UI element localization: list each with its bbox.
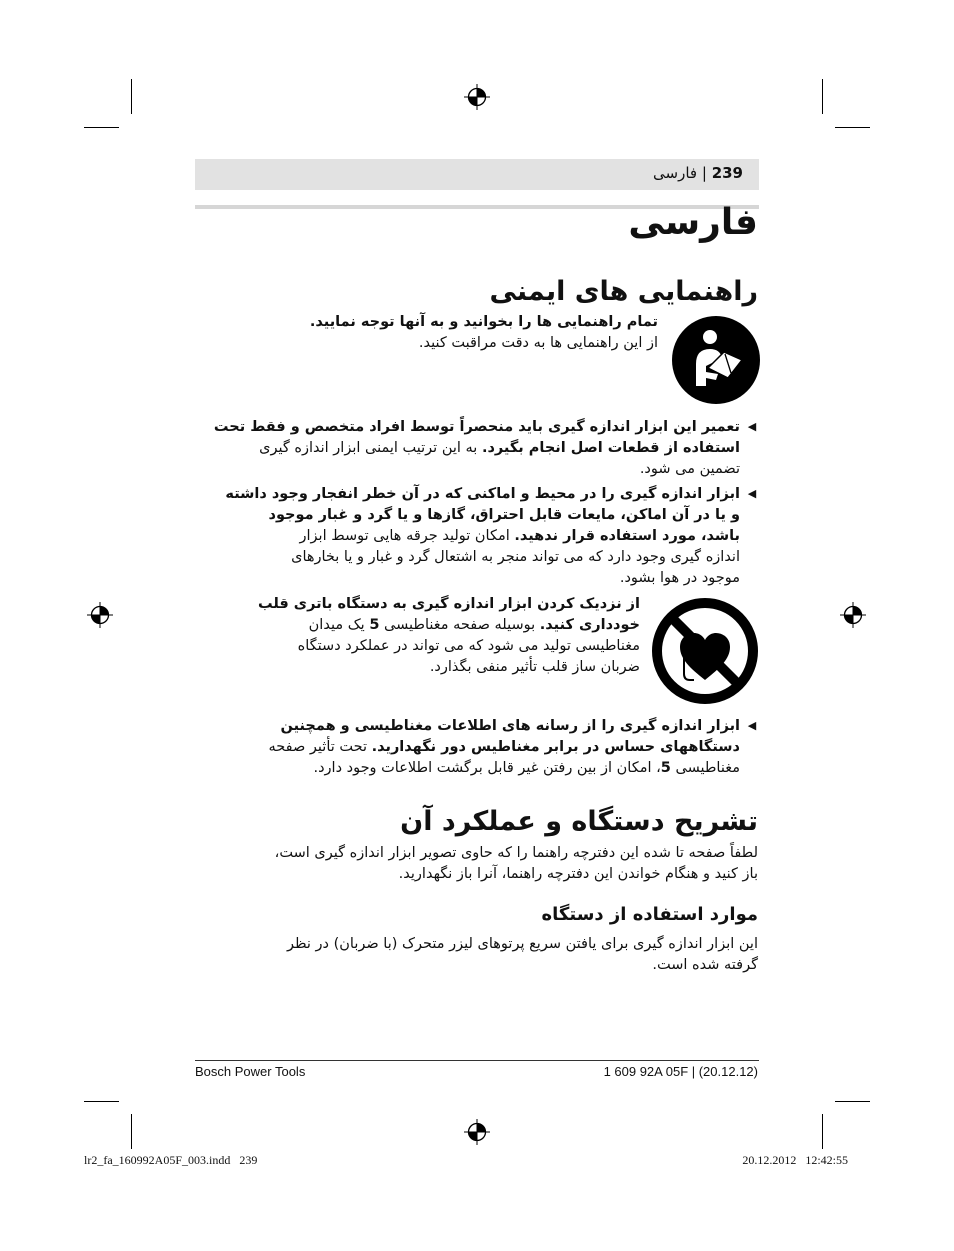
text-line [225, 526, 740, 547]
bold-text: استفاده از قطعات اصل انجام بگیرد. [481, 440, 740, 456]
language-title: فارسی [628, 202, 758, 243]
text-line [225, 568, 740, 589]
bullet-magnetic [269, 716, 740, 779]
text-line [258, 636, 640, 657]
bullet-explosion [225, 484, 740, 589]
text-line [214, 438, 740, 459]
text-line [269, 716, 740, 737]
bold-text: دستگاههای حساس در برابر مغناطیس دور نگهدارید. [371, 739, 740, 755]
header-section: فارسی [653, 164, 698, 182]
crop-mark [835, 127, 870, 128]
safety-heading: راهنمایی های ایمنی [489, 276, 758, 307]
registration-mark-icon [87, 602, 113, 628]
normal-text: امکان تولید جرقه هایی توسط ابزار [299, 528, 515, 544]
header-separator: | [697, 164, 707, 182]
description-heading: تشریح دستگاه و عملکرد آن [400, 806, 758, 837]
normal-text: ضربان ساز قلب تأثیر منفی بگذارد. [429, 659, 640, 675]
text-line [214, 459, 740, 480]
description-line: لطفاً صفحه تا شده این دفترچه راهنما را که حاوی تصویر ابزار اندازه گیری است، [274, 845, 758, 861]
text-line [269, 737, 740, 758]
no-pacemaker-icon [650, 596, 760, 706]
text-line [214, 417, 740, 438]
normal-text: مغناطیسی [670, 760, 740, 776]
pacemaker-warning [258, 594, 640, 678]
crop-mark [84, 1101, 119, 1102]
intended-use-line: گرفته شده است. [652, 957, 758, 973]
crop-mark [131, 79, 132, 114]
bold-text: 5 [369, 617, 380, 633]
bold-text: خودداری کنید. [539, 617, 640, 633]
bold-text: باشد، مورد استفاده قرار ندهید. [514, 528, 740, 544]
normal-text: به این ترتیب ایمنی ابزار اندازه گیری [259, 440, 482, 456]
bullet-repair [214, 417, 740, 480]
text-line [258, 657, 640, 678]
triangle-left-bullet-icon: ◀ [747, 420, 757, 433]
normal-text: یک میدان [308, 617, 370, 633]
crop-mark [835, 1101, 870, 1102]
bold-text: ابزار اندازه گیری را در محیط و اماکنی که در آن خطر انفجار وجود داشته [225, 486, 740, 502]
registration-mark-icon [464, 1119, 490, 1145]
triangle-left-bullet-icon: ◀ [747, 487, 757, 500]
normal-text: تضمین می شود. [639, 461, 740, 477]
text-line [225, 547, 740, 568]
crop-mark [822, 79, 823, 114]
crop-mark [822, 1114, 823, 1149]
normal-text: ، امکان از بین رفتن غیر قابل برگشت اطلاعات وجود دارد. [313, 760, 661, 776]
text-line [258, 615, 640, 636]
bold-text: ابزار اندازه گیری را از رسانه های اطلاعات مغناطیسی و همچنین [280, 718, 740, 734]
normal-text: مغناطیسی تولید می شود که می تواند در عملکرد دستگاه [297, 638, 640, 654]
slug-right: 20.12.2012 12:42:55 [742, 1153, 848, 1167]
crop-mark [131, 1114, 132, 1149]
normal-text: اندازه گیری وجود دارد که می تواند منجر به اشتعال گرد و غبار و یا بخارهای [291, 549, 740, 565]
intended-use-text [287, 934, 758, 976]
bold-text: و یا در آن اماکن، مایعات قابل احتراق، گازها و یا گرد و غبار موجود [268, 507, 740, 523]
read-manual-icon [672, 316, 760, 404]
footer-right: 1 609 92A 05F | (20.12.12) [603, 1064, 758, 1079]
text-line [269, 758, 740, 779]
text-line [258, 594, 640, 615]
bold-text: تعمیر این ابزار اندازه گیری باید منحصراً توسط افراد متخصص و فقط تحت [213, 419, 740, 435]
crop-mark [84, 127, 119, 128]
bold-text: از نزدیک کردن ابزار اندازه گیری به دستگاه باتری قلب [258, 596, 640, 612]
bold-text: 5 [660, 760, 671, 776]
read-instructions-normal: از این راهنمایی ها به دقت مراقبت کنید. [418, 335, 658, 351]
read-instructions-bold: تمام راهنمایی ها را بخوانید و به آنها توجه نمایید. [309, 314, 658, 330]
description-line: باز کنید و هنگام خواندن این دفترچه راهنما، آنرا باز نگهدارید. [398, 866, 758, 882]
registration-mark-icon [464, 84, 490, 110]
page-number: 239 [711, 164, 743, 182]
registration-mark-icon [840, 602, 866, 628]
footer-rule [195, 1060, 759, 1061]
normal-text: بوسیله صفحه مغناطیسی [379, 617, 540, 633]
intended-use-heading: موارد استفاده از دستگاه [541, 904, 758, 925]
normal-text: موجود در هوا بشود. [619, 570, 740, 586]
header-text [653, 164, 743, 182]
intended-use-line: این ابزار اندازه گیری برای یافتن سریع پرتوهای لیزر متحرک (با ضربان) در نظر [287, 936, 758, 952]
text-line [225, 505, 740, 526]
read-instructions-text [310, 312, 658, 354]
description-text [275, 843, 758, 885]
normal-text: تحت تأثیر صفحه [268, 739, 372, 755]
page-header [195, 159, 759, 190]
triangle-left-bullet-icon: ◀ [747, 719, 757, 732]
slug-left: lr2_fa_160992A05F_003.indd 239 [84, 1153, 258, 1167]
text-line [225, 484, 740, 505]
footer-left: Bosch Power Tools [195, 1064, 306, 1079]
